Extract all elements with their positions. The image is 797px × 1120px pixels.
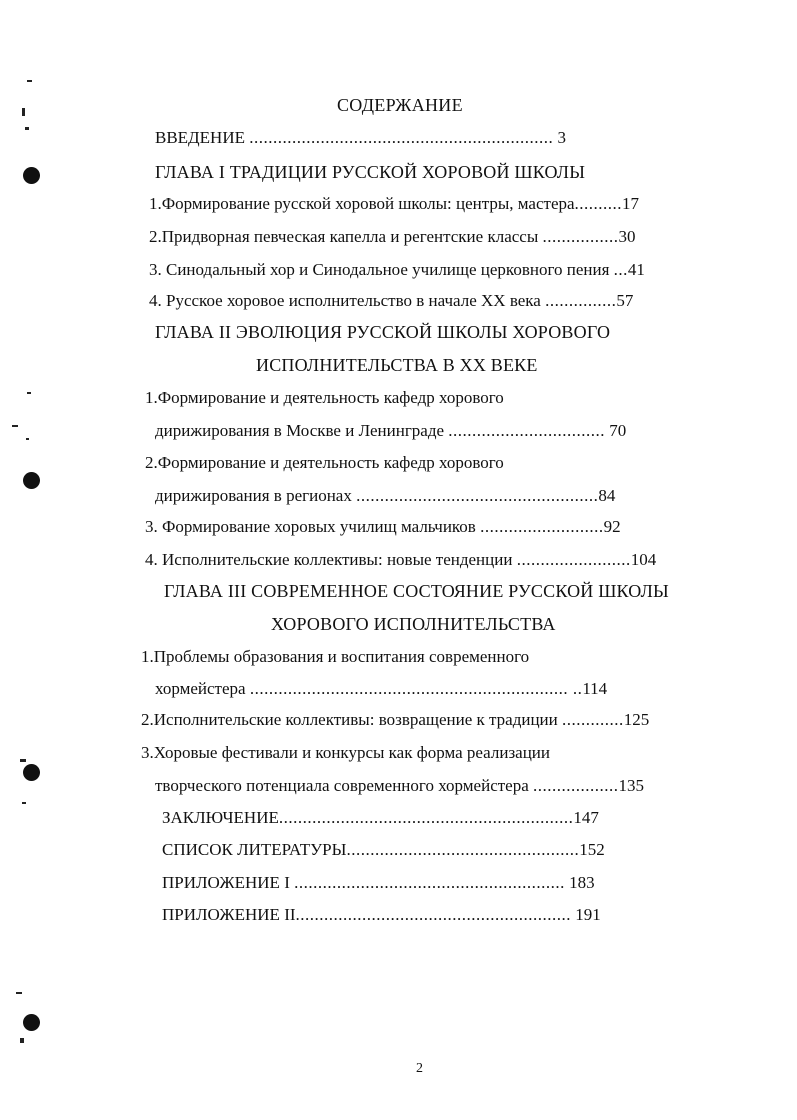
toc-page-number: 57 [616, 291, 634, 310]
leader-dots: ................................................................ [249, 128, 554, 147]
toc-entry: 1.Проблемы образования и воспитания современного [141, 647, 530, 666]
toc-entry-text: 2.Придворная певческая капелла и регентские классы [149, 227, 543, 246]
toc-entry [145, 517, 621, 537]
scan-speck [26, 438, 29, 440]
toc-entry-conclusion [162, 808, 599, 828]
toc-page-number: 191 [571, 905, 601, 924]
toc-entry-continued [155, 679, 607, 699]
punch-hole [23, 1014, 40, 1031]
toc-title: СОДЕРЖАНИЕ [337, 95, 463, 115]
punch-hole [23, 167, 40, 184]
toc-entry-appendix-1 [162, 873, 595, 893]
scan-speck [25, 127, 29, 130]
toc-entry-text: ЗАКЛЮЧЕНИЕ [162, 808, 279, 827]
toc-page-number: 114 [582, 679, 608, 698]
scan-speck [27, 392, 31, 394]
toc-entry-text: 4. Русское хоровое исполнительство в начале XX века [149, 291, 546, 310]
toc-entry-continued [155, 776, 644, 796]
toc-entry [149, 227, 636, 247]
scan-speck [20, 759, 26, 762]
scan-speck [27, 80, 32, 82]
toc-entry-text: СПИСОК ЛИТЕРАТУРЫ [162, 840, 347, 859]
leader-dots: ................................................................... .. [249, 679, 583, 698]
toc-entry: 2.Формирование и деятельность кафедр хорового [145, 453, 504, 472]
chapter-heading-2: ГЛАВА II ЭВОЛЮЦИЯ РУССКОЙ ШКОЛЫ ХОРОВОГО [155, 322, 611, 342]
chapter-heading-3: ГЛАВА III СОВРЕМЕННОЕ СОСТОЯНИЕ РУССКОЙ ШКОЛЫ [164, 581, 669, 601]
toc-page-number: 17 [622, 194, 640, 213]
leader-dots: ............... [545, 291, 617, 310]
toc-entry-text: 1.Формирование русской хоровой школы: центры, мастера [149, 194, 575, 213]
toc-page-number: 135 [618, 776, 645, 795]
scan-speck [22, 108, 25, 116]
toc-entry-bibliography [162, 840, 605, 860]
toc-entry-text: творческого потенциала современного хормейстера [155, 776, 534, 795]
leader-dots: .......................................................... [295, 905, 572, 924]
leader-dots: ......................................................... [294, 873, 565, 892]
toc-entry-text: дирижирования в регионах [155, 486, 357, 505]
chapter-heading-1: ГЛАВА I ТРАДИЦИИ РУССКОЙ ХОРОВОЙ ШКОЛЫ [155, 162, 586, 182]
toc-entry-text: 2.Исполнительские коллективы: возвращение к традиции [141, 710, 563, 729]
toc-entry-text: дирижирования в Москве и Ленинграде [155, 421, 449, 440]
toc-entry-text: хормейстера [155, 679, 250, 698]
toc-entry-text: ПРИЛОЖЕНИЕ I [162, 873, 295, 892]
toc-page-number: 183 [564, 873, 595, 892]
leader-dots: ................................. [448, 421, 606, 440]
leader-dots: ... [613, 260, 628, 279]
scan-speck [20, 1038, 24, 1043]
toc-entry-introduction [155, 128, 566, 148]
toc-entry-continued [155, 486, 615, 506]
punch-hole [23, 472, 40, 489]
toc-entry-continued [155, 421, 626, 441]
page-number: 2 [416, 1061, 423, 1076]
toc-entry-text: ВВЕДЕНИЕ [155, 128, 250, 147]
chapter-heading-3-continued: ХОРОВОГО ИСПОЛНИТЕЛЬСТВА [271, 614, 556, 634]
leader-dots: .......................... [480, 517, 604, 536]
toc-entry [149, 194, 639, 214]
toc-entry-text: ПРИЛОЖЕНИЕ II [162, 905, 296, 924]
toc-page-number: 152 [579, 840, 605, 859]
toc-page-number: 84 [598, 486, 616, 505]
leader-dots: ................................................... [356, 486, 599, 505]
toc-page-number: 41 [627, 260, 645, 279]
toc-entry: 3.Хоровые фестивали и конкурсы как форма реализации [141, 743, 550, 762]
scan-speck [12, 425, 18, 427]
toc-page-number: 125 [623, 710, 650, 729]
toc-page-number: 70 [605, 421, 627, 440]
punch-hole [23, 764, 40, 781]
toc-page-number: 3 [553, 128, 566, 147]
leader-dots: ............. [562, 710, 624, 729]
toc-entry [149, 260, 645, 280]
toc-entry-text: 3. Формирование хоровых училищ мальчиков [145, 517, 481, 536]
leader-dots: .......... [574, 194, 623, 213]
leader-dots: ................ [542, 227, 619, 246]
leader-dots: .................. [533, 776, 619, 795]
toc-entry [149, 291, 633, 311]
toc-entry-appendix-2 [162, 905, 601, 925]
toc-page-number: 30 [618, 227, 636, 246]
toc-page-number: 147 [573, 808, 599, 827]
leader-dots: ................................................. [346, 840, 580, 859]
toc-entry [141, 710, 649, 730]
toc-page-number: 92 [603, 517, 621, 536]
scan-speck [16, 992, 22, 994]
chapter-heading-2-continued: ИСПОЛНИТЕЛЬСТВА В XX ВЕКЕ [256, 355, 538, 375]
toc-entry: 1.Формирование и деятельность кафедр хорового [145, 388, 504, 407]
leader-dots: .............................................................. [278, 808, 574, 827]
toc-entry-text: 4. Исполнительские коллективы: новые тенденции [145, 550, 517, 569]
leader-dots: ........................ [516, 550, 631, 569]
toc-entry-text: 3. Синодальный хор и Синодальное училище церковного пения [149, 260, 614, 279]
toc-page-number: 104 [630, 550, 657, 569]
scan-speck [22, 802, 26, 804]
toc-entry [145, 550, 656, 570]
